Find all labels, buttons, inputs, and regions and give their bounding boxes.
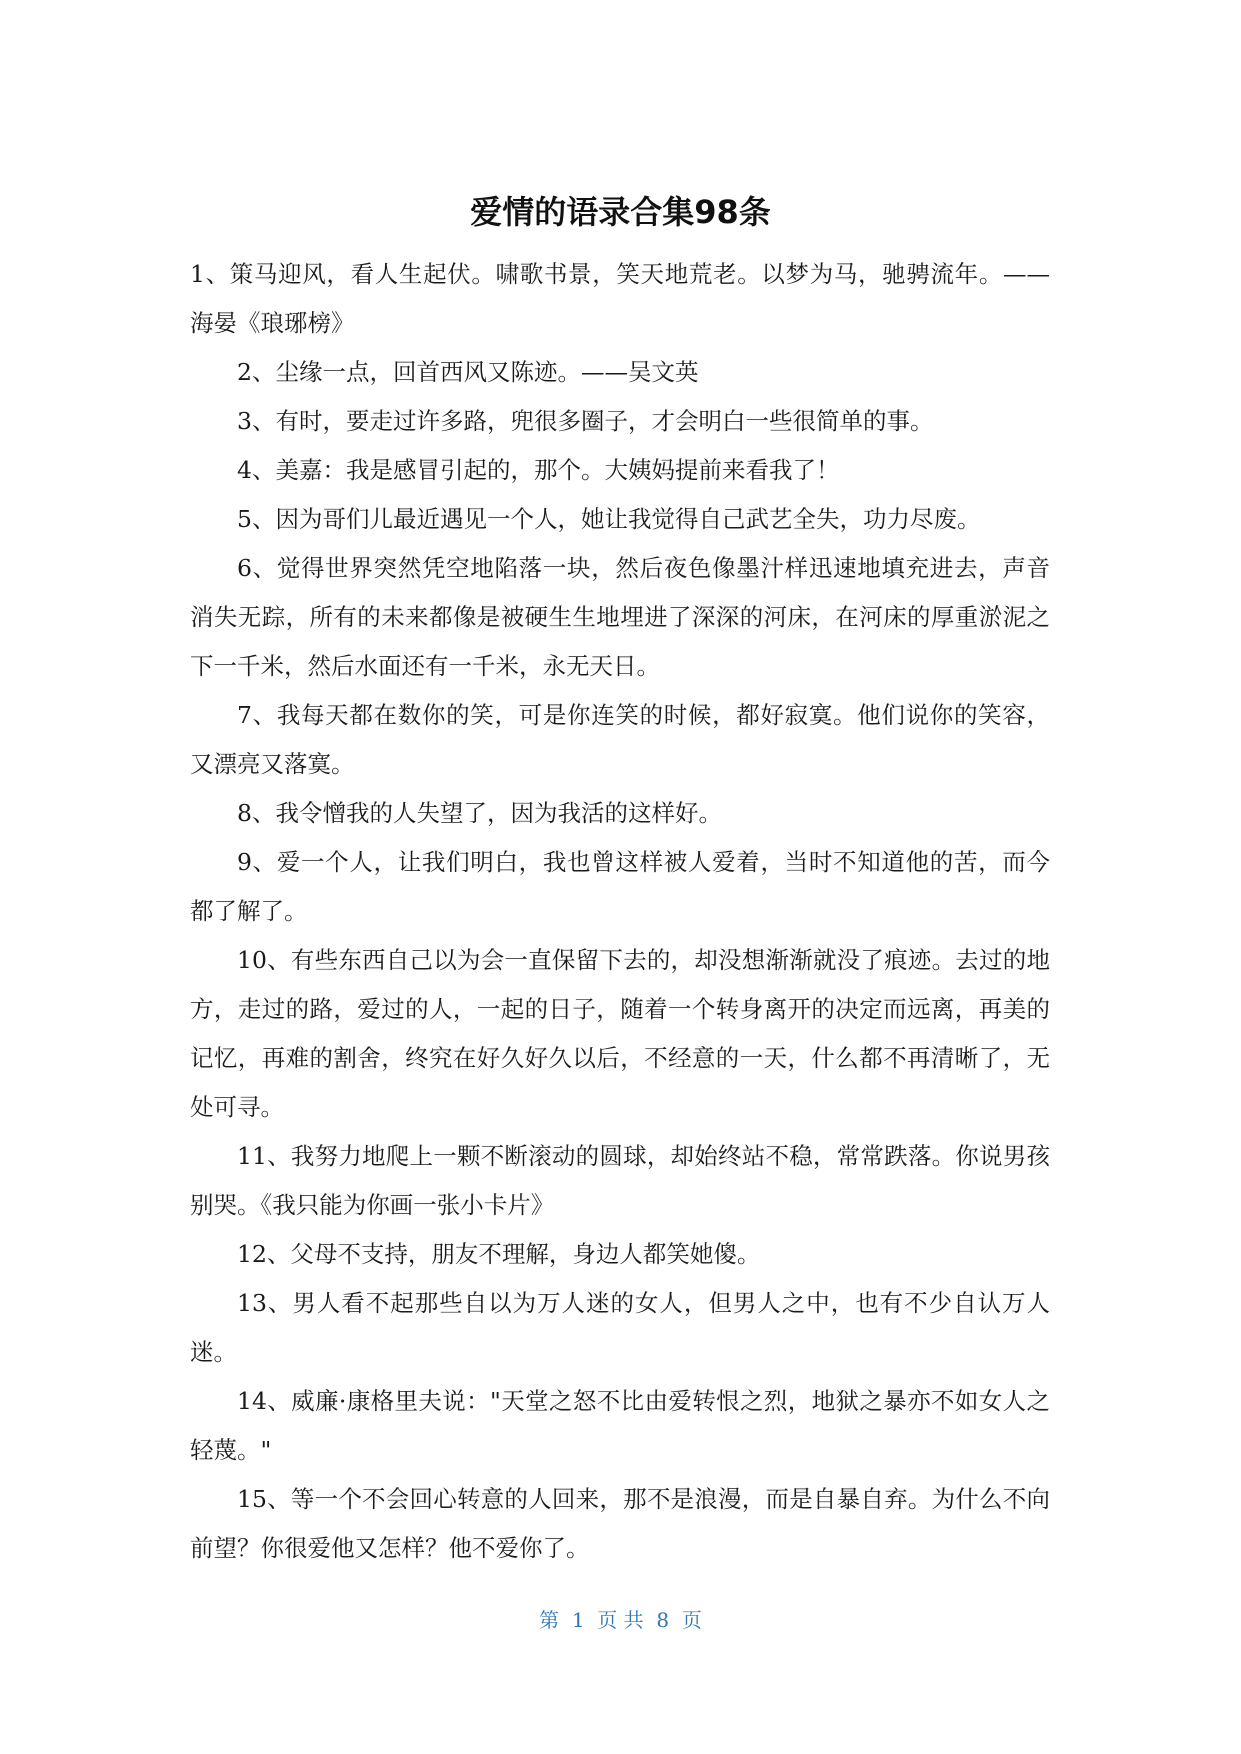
paragraph-13: 13、男人看不起那些自以为万人迷的女人，但男人之中，也有不少自认万人迷。	[190, 1289, 1050, 1366]
paragraph-14: 14、威廉·康格里夫说："天堂之怒不比由爱转恨之烈，地狱之暴亦不如女人之轻蔑。"	[190, 1387, 1050, 1464]
paragraph-8: 8、我令憎我的人失望了，因为我活的这样好。	[237, 799, 722, 827]
paragraph-9: 9、爱一个人，让我们明白，我也曾这样被人爱着，当时不知道他的苦，而今都了解了。	[190, 848, 1050, 925]
paragraph-5: 5、因为哥们儿最近遇见一个人，她让我觉得自己武艺全失，功力尽废。	[237, 505, 981, 533]
paragraph-6: 6、觉得世界突然凭空地陷落一块，然后夜色像墨汁样迅速地填充进去，声音消失无踪，所有的未来都像是被硬生生地埋进了深深的河床，在河床的厚重淤泥之下一千米，然后水面还有一千米，永无天日。	[190, 554, 1050, 680]
document-body	[190, 250, 1050, 1573]
paragraph-3: 3、有时，要走过许多路，兜很多圈子，才会明白一些很简单的事。	[237, 407, 934, 435]
paragraph-2: 2、尘缘一点，回首西风又陈迹。——吴文英	[237, 358, 699, 386]
page-number-footer: 第 1 页 共 8 页	[539, 1608, 702, 1632]
paragraph-10: 10、有些东西自己以为会一直保留下去的，却没想渐渐就没了痕迹。去过的地方，走过的路，爱过的人，一起的日子，随着一个转身离开的决定而远离，再美的记忆，再难的割舍，终究在好久好久以后，不经意的一天，什么都不再清晰了，无处可寻。	[190, 946, 1050, 1121]
paragraph-15: 15、等一个不会回心转意的人回来，那不是浪漫，而是自暴自弃。为什么不向前望？你很爱他又怎样？他不爱你了。	[190, 1485, 1050, 1562]
paragraph-7: 7、我每天都在数你的笑，可是你连笑的时候，都好寂寞。他们说你的笑容，又漂亮又落寞。	[190, 701, 1050, 778]
document-title: 爱情的语录合集98条	[470, 193, 771, 231]
paragraph-12: 12、父母不支持，朋友不理解，身边人都笑她傻。	[237, 1240, 761, 1268]
paragraph-4: 4、美嘉：我是感冒引起的，那个。大姨妈提前来看我了！	[237, 456, 840, 484]
paragraph-11: 11、我努力地爬上一颗不断滚动的圆球，却始终站不稳，常常跌落。你说男孩别哭。《我只能为你画一张小卡片》	[190, 1142, 1050, 1219]
paragraph-1: 1、策马迎风，看人生起伏。啸歌书景，笑天地荒老。以梦为马，驰骋流年。——海晏《琅琊榜》	[190, 260, 1050, 337]
